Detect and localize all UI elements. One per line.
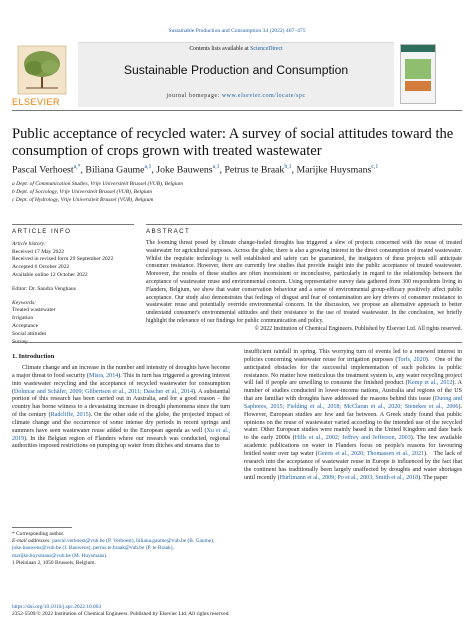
body-text: ). On the other side of the globe, the projected impact of climate change and the occurrence of some intense dry periods in recent springs and summers have seen wastewater reuse added to the European agenda as well ( bbox=[12, 412, 231, 434]
citation-link[interactable]: Torfs, 2020 bbox=[397, 356, 426, 363]
elsevier-tree-logo bbox=[12, 42, 72, 100]
affiliation-a: a Dept. of Communication Studies, Vrije Universiteit Brussel (VUB), Belgium bbox=[12, 181, 183, 187]
article-info bbox=[12, 228, 152, 346]
body-text: Climate change and an increase in the number and intensity of droughts have become a major threat to food security ( bbox=[12, 365, 230, 379]
author-name[interactable]: Petrus te Braak bbox=[224, 164, 285, 176]
history-online: Available online 12 October 2022 bbox=[12, 271, 88, 278]
cover-image bbox=[405, 59, 431, 79]
body-text: ). The few available academic publications on water in Flanders focus on people's reasons for favouring bottled water over tap water ( bbox=[244, 435, 463, 457]
history-received: Received 17 May 2022 bbox=[12, 248, 65, 255]
email-addresses bbox=[12, 538, 230, 560]
history-accepted: Accepted 6 October 2022 bbox=[12, 264, 70, 271]
journal-citation[interactable]: Sustainable Production and Consumption 34 (2022) 467–475 bbox=[168, 28, 306, 34]
abstract-copyright: © 2022 Institution of Chemical Engineers. Published by Elsevier Ltd. All rights reserved. bbox=[254, 325, 462, 332]
body-text: ). A substantial portion of this research has been carried out in Australia, and for a good reason – the country has borne witness to a devastating increase in drought phenomena since the turn of the century ( bbox=[12, 388, 230, 419]
body-text: ). However, European studies are few and far between. A Greek study found that public opinions on the reuse of wastewater varied according to the intended use of the recycled water. Other European studies were mainly based in the United Kingdom and date back to the early 2000s ( bbox=[244, 403, 462, 442]
author-separator: , bbox=[151, 164, 157, 176]
body-text: ). In the Belgian region of Flanders where our research was conducted, regional authorities imposed restrictions on pumping up water from ditches and streams due to bbox=[12, 435, 230, 450]
body-text: ). This in turn has triggered a growing interest into wastewater recycling and the acceptance of recycled wastewater for consumption ( bbox=[12, 372, 230, 395]
citation-link[interactable]: Dolnicar and Schäfer, 2009; Gilbertson et al., 2011; Dascher et al., 2014 bbox=[14, 388, 194, 395]
page-bottom bbox=[12, 604, 462, 618]
abstract-end-rule bbox=[12, 342, 462, 343]
author-list bbox=[12, 164, 462, 175]
abstract-heading: ABSTRACT bbox=[146, 228, 191, 235]
keyword: Survey bbox=[12, 338, 28, 345]
author-name[interactable]: Joke Bauwens bbox=[156, 164, 213, 176]
journal-cover-thumbnail[interactable] bbox=[400, 44, 436, 104]
author-separator: , bbox=[219, 164, 225, 176]
editor-line: Editor: Dr. Sandra Venghaus bbox=[12, 285, 76, 292]
journal-title[interactable]: Sustainable Production and Consumption bbox=[123, 63, 349, 77]
article-info-rule bbox=[12, 224, 134, 225]
affiliations bbox=[12, 180, 312, 204]
citation-link[interactable]: Kemp et al., 2012 bbox=[407, 380, 453, 387]
footnote-rule bbox=[12, 527, 72, 528]
keyword: Social attitudes bbox=[12, 330, 47, 337]
author-affiliation-marker[interactable]: a,* bbox=[73, 164, 81, 170]
body-text: insufficient rainfall in spring. This worrying turn of events led to a renewed interest in policies concerning wastewater reuse for irrigation purposes ( bbox=[244, 349, 462, 363]
citation-link[interactable]: Xu et al., 2019 bbox=[12, 427, 230, 442]
doi-link[interactable]: https://doi.org/10.1016/j.spc.2022.10.003 bbox=[12, 604, 102, 610]
homepage-prefix: journal homepage: bbox=[166, 93, 222, 99]
keyword: Treated wastewater bbox=[12, 307, 56, 314]
elsevier-wordmark: ELSEVIER bbox=[12, 97, 61, 107]
author-separator: , bbox=[291, 164, 297, 176]
journal-banner bbox=[78, 42, 394, 107]
cover-band bbox=[401, 45, 435, 52]
citation-link[interactable]: Duong and Saphores, 2015; Fielding et al., 2018; McClaran et al., 2020; Stenekes et al., 2006 bbox=[244, 396, 462, 410]
body-text: ). The lack of research into the acceptance of wastewater reuse in Europe is influenced by the fact that the continent has traditionally been largely unaffected by droughts and water shortages until recently ( bbox=[244, 450, 463, 481]
email-label: E-mail addresses: bbox=[12, 538, 53, 545]
citation-link[interactable]: Hills et al., 2002; Jeffrey and Jefferson, 2003 bbox=[294, 435, 411, 442]
citation-link[interactable]: Misra, 2014 bbox=[88, 372, 119, 379]
postal-address-note: 1 Pleinlaan 2, 1050 Brussels, Belgium. bbox=[12, 559, 96, 566]
abstract-text: The looming threat posed by climate change-fueled droughts has triggered a slew of projects concerned with the reuse of treated wastewater for agricultural purposes. Across the globe, there is also a growing interest in the direct consumption of treated wastewater. Whilst the requisite technology is well established and safety can be guaranteed, the instigators of these projects still anticipate consumer resistance. However, there are currently few studies that provide insight into the public acceptance of treated wastewater. Moreover, the results of these studies are often inconsistent or inconclusive, particularly in regard to the relationship between the acceptance of wastewater reuse and environmental concern. Using representative survey data gathered from 300 respondents living in Flanders, Belgium, we show that water conservation behaviour and a sense of environmental group-efficacy positively affect public acceptance. Our study also demonstrates that feelings of disgust and fear of contamination are key drivers of consumer resistance to wastewater reuse and potentially override environmental concern. In the discussion, we propose an alternative approach to better understand consumer's environmental attitudes and their resistance to the use of treated wastewater. In the conclusion, we briefly highlight the relevance of our findings for public communication and policy. bbox=[146, 240, 462, 324]
contents-prefix: Contents lists available at bbox=[189, 46, 251, 52]
body-text: ). One of the anticipated obstacles for the successful implementation of such policies is public resistance. No matter how meticulous the treatment system is, any water recycling project will fail if people are unwilling to consume the finished product ( bbox=[244, 356, 462, 387]
article-info-heading: ARTICLE INFO bbox=[12, 228, 72, 235]
homepage-link[interactable]: www.elsevier.com/locate/spc bbox=[221, 93, 306, 99]
masthead-rule bbox=[12, 110, 462, 111]
intro-left-column bbox=[12, 365, 230, 451]
contents-line bbox=[78, 46, 394, 52]
article-title: Public acceptance of recycled water: A survey of social attitudes toward the consumption of crops grown with treated wastewater bbox=[12, 126, 454, 159]
author-affiliation-marker[interactable]: b,1 bbox=[284, 164, 292, 170]
affiliation-b: b Dept. of Sociology, Vrije Universiteit Brussel (VUB), Belgium bbox=[12, 189, 152, 195]
author-separator: , bbox=[80, 164, 86, 176]
affiliation-c: c Dept. of Hydrology, Vrije Universiteit Brussel (VUB), Belgium bbox=[12, 197, 154, 203]
author-name[interactable]: Marijke Huysmans bbox=[296, 164, 372, 176]
cover-image-secondary bbox=[405, 81, 431, 91]
abstract-rule bbox=[146, 224, 462, 225]
intro-right-column bbox=[244, 349, 462, 482]
author-name[interactable]: Pascal Verhoest bbox=[12, 164, 74, 176]
keywords-label: Keywords: bbox=[12, 299, 37, 306]
citation-link[interactable]: Radcliffe, 2015 bbox=[50, 412, 89, 419]
history-revised: Received in revised form 29 September 2022 bbox=[12, 256, 114, 263]
journal-masthead bbox=[12, 42, 462, 106]
footnotes bbox=[12, 531, 230, 567]
email-list[interactable]: pascal.verhoest@vub.be (P. Verhoest), biliana.gaume@vub.be (B. Gaume), joke.bauwens@vub.be (J. Bauwens), petrus.te.braak@vub.be (P. te Braak), marijke.huysmans@vub.be (M. Huysmans). bbox=[12, 538, 215, 559]
author-affiliation-marker[interactable]: a,1 bbox=[212, 164, 220, 170]
keyword: Irrigation bbox=[12, 315, 34, 322]
body-text: ). The paper bbox=[418, 474, 448, 481]
citation-link[interactable]: Geerts et al., 2020; Thomassen et al., 2021 bbox=[317, 450, 424, 457]
keyword: Acceptance bbox=[12, 322, 39, 329]
section-heading-introduction: 1. Introduction bbox=[12, 353, 55, 360]
journal-homepage bbox=[78, 93, 394, 99]
rights-line: 2352-5509/© 2022 Institution of Chemical Engineers. Published by Elsevier Ltd. All rights reserved. bbox=[12, 611, 230, 618]
sciencedirect-link[interactable]: ScienceDirect bbox=[250, 46, 283, 52]
author-affiliation-marker[interactable]: c,1 bbox=[371, 164, 379, 170]
corresponding-author-note: * Corresponding author. bbox=[12, 531, 65, 537]
citation-link[interactable]: Hurlimann et al., 2009; Po et al., 2003; Smith et al., 2018 bbox=[279, 474, 419, 481]
author-name[interactable]: Biliana Gaume bbox=[85, 164, 145, 176]
history-label: Article history: bbox=[12, 240, 47, 247]
abstract-body bbox=[146, 240, 462, 334]
author-affiliation-marker[interactable]: a,1 bbox=[144, 164, 152, 170]
body-text: ). A number of studies conducted in lower-income nations, Australia and regions of the US that are familiar with droughts have addressed the reasons behind this issue ( bbox=[244, 380, 462, 403]
